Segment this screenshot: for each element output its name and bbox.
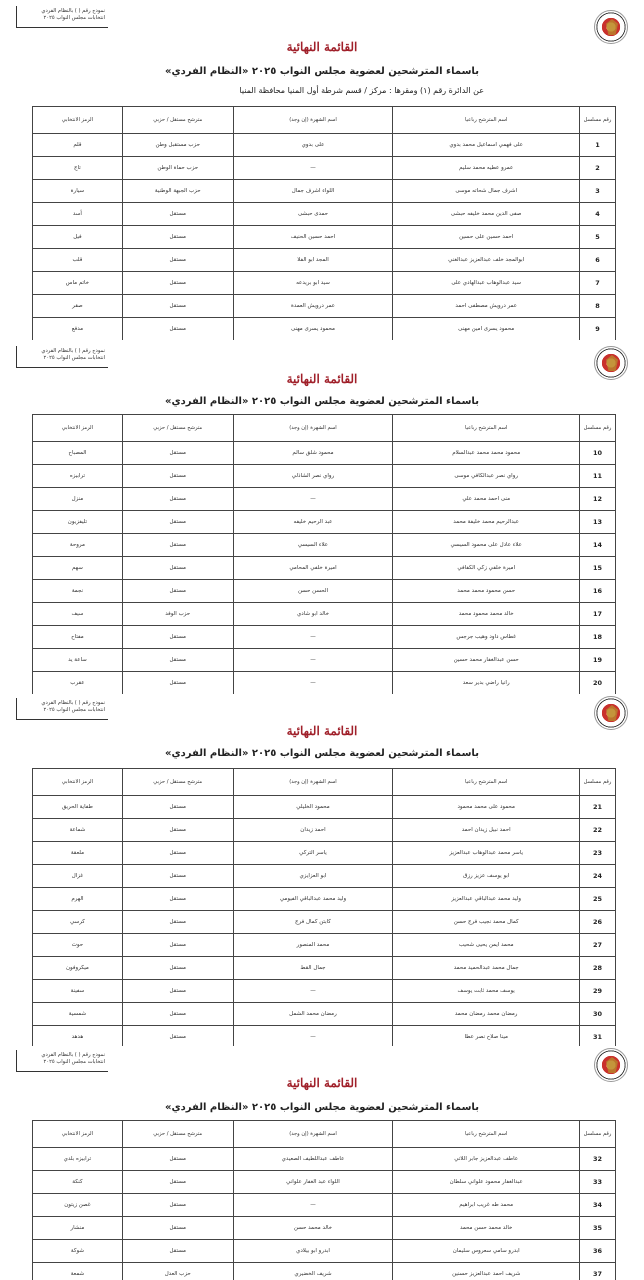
cell-num: 1 [580,134,616,157]
table-header-row [33,415,616,442]
cell-election-symbol: ترابيزه [33,465,123,488]
cell-candidate-type: مستقل [122,911,233,934]
cell-election-symbol: شماعة [33,819,123,842]
cell-candidate-type: مستقل [122,934,233,957]
table-row [33,672,616,695]
cell-election-symbol: خاتم ماس [33,272,123,295]
col-num-header: رقم مسلسل [580,1121,616,1148]
table-row [33,934,616,957]
col-num-header: رقم مسلسل [580,107,616,134]
cell-election-symbol: المصباح [33,442,123,465]
cell-election-symbol: نجمة [33,580,123,603]
cell-num: 34 [580,1194,616,1217]
cell-candidate-name: عمر درويش مصطفى احمد [393,295,580,318]
cell-candidate-type: مستقل [122,865,233,888]
candidates-table [32,768,616,1049]
table-row [33,226,616,249]
col-symbol-header: الرمز الانتخابي [33,107,123,134]
cell-election-symbol: حوت [33,934,123,957]
table-row [33,649,616,672]
form-number-text: نموذج رقم ( ) بالنظام الفردي [41,348,105,354]
page-title: القائمة النهائية [286,40,358,54]
cell-candidate-name: غطاس داود وهيب جرجس [393,626,580,649]
cell-candidate-type: مستقل [122,557,233,580]
col-fame-header: اسم الشهرة (إن وجد) [233,415,393,442]
cell-popular-name: — [233,1026,393,1049]
table-row [33,442,616,465]
table-row [33,911,616,934]
cell-num: 36 [580,1240,616,1263]
cell-popular-name: سيد ابو بريدعه [233,272,393,295]
cell-num: 15 [580,557,616,580]
cell-candidate-name: شريف احمد عبدالعزيز حسنين [393,1263,580,1280]
table-row [33,272,616,295]
cell-candidate-name: حسن محمود محمد محمد [393,580,580,603]
col-num-header: رقم مسلسل [580,769,616,796]
cell-candidate-type: حزب العدل [122,1263,233,1280]
cell-num: 17 [580,603,616,626]
cell-candidate-name: صفى الدين محمد خليفه حبشى [393,203,580,226]
document-page-2 [0,340,644,686]
page-title: القائمة النهائية [286,1076,358,1090]
col-fame-header: اسم الشهرة (إن وجد) [233,769,393,796]
cell-candidate-type: مستقل [122,672,233,695]
cell-popular-name: خالد ابو شادي [233,603,393,626]
cell-candidate-type: مستقل [122,511,233,534]
table-row [33,1240,616,1263]
cell-num: 33 [580,1171,616,1194]
form-number-box [16,1050,108,1072]
cell-election-symbol: مروحة [33,534,123,557]
cell-candidate-name: عبدالغفار محمود علواني سلطان [393,1171,580,1194]
cell-candidate-name: علاء عادل على محمود السيسي [393,534,580,557]
cell-num: 11 [580,465,616,488]
cell-candidate-name: رمضان محمد رمضان محمد [393,1003,580,1026]
table-row [33,865,616,888]
cell-candidate-type: مستقل [122,442,233,465]
cell-candidate-type: مستقل [122,888,233,911]
cell-num: 37 [580,1263,616,1280]
cell-popular-name: اللواء عبد الغفار علواني [233,1171,393,1194]
document-page-1 [0,0,644,340]
cell-candidate-name: ابوالمجد خلف عبدالعزيز عبدالغني [393,249,580,272]
cell-popular-name: رواي نصر الشاذلي [233,465,393,488]
cell-election-symbol: منزل [33,488,123,511]
col-symbol-header: الرمز الانتخابي [33,769,123,796]
table-row [33,580,616,603]
table-row [33,511,616,534]
cell-candidate-name: على فهمي اسماعيل محمد بدوي [393,134,580,157]
cell-num: 5 [580,226,616,249]
table-row [33,318,616,341]
cell-candidate-name: رواي نصر عبدالكافي موسى [393,465,580,488]
cell-num: 9 [580,318,616,341]
cell-candidate-name: ياسر محمد عبدالوهاب عبدالعزيز [393,842,580,865]
cell-candidate-name: ابو يوسف عزيز رزق [393,865,580,888]
col-type-header: مترشح مستقل / حزبي [122,107,233,134]
cell-popular-name: على بدوي [233,134,393,157]
cell-election-symbol: الهرم [33,888,123,911]
cell-num: 27 [580,934,616,957]
cell-popular-name: اميرة خلفي المحامي [233,557,393,580]
cell-popular-name: — [233,488,393,511]
col-name-header: اسم المترشح رباعيا [393,415,580,442]
cell-election-symbol: سيارة [33,180,123,203]
cell-candidate-name: كمال محمد نجيب فرج حسن [393,911,580,934]
cell-num: 13 [580,511,616,534]
cell-candidate-name: يوسف محمد ثابت يوسف [393,980,580,1003]
egypt-emblem-icon [594,10,628,44]
cell-num: 12 [580,488,616,511]
cell-candidate-type: حزب الوفد [122,603,233,626]
cell-popular-name: اللواء اشرف جمال [233,180,393,203]
table-row [33,980,616,1003]
cell-election-symbol: كرسي [33,911,123,934]
table-row [33,1148,616,1171]
cell-candidate-name: اشرف جمال شحاته موسى [393,180,580,203]
table-row [33,1171,616,1194]
table-row [33,465,616,488]
table-row [33,626,616,649]
cell-candidate-name: سيد عبدالوهاب عبدالهادي على [393,272,580,295]
cell-candidate-type: مستقل [122,1003,233,1026]
table-row [33,1194,616,1217]
cell-num: 22 [580,819,616,842]
cell-candidate-type: حزب مستقبل وطن [122,134,233,157]
cell-num: 10 [580,442,616,465]
col-type-header: مترشح مستقل / حزبي [122,415,233,442]
cell-popular-name: محمود شلق سالم [233,442,393,465]
cell-candidate-name: مينا صلاح نصر عطا [393,1026,580,1049]
cell-candidate-name: منى احمد محمد علي [393,488,580,511]
candidates-table [32,106,616,341]
cell-num: 20 [580,672,616,695]
cell-num: 2 [580,157,616,180]
cell-num: 21 [580,796,616,819]
form-number-text: نموذج رقم ( ) بالنظام الفردي [41,1052,105,1058]
cell-election-symbol: غصن زيتون [33,1194,123,1217]
cell-candidate-type: مستقل [122,295,233,318]
cell-election-symbol: منشار [33,1217,123,1240]
table-row [33,203,616,226]
cell-election-symbol: ملعقة [33,842,123,865]
cell-num: 24 [580,865,616,888]
table-row [33,180,616,203]
table-row [33,557,616,580]
cell-election-symbol: كنكة [33,1171,123,1194]
cell-popular-name: رمضان محمد الشمل [233,1003,393,1026]
candidates-table [32,414,616,695]
cell-popular-name: — [233,626,393,649]
cell-popular-name: ابو العزايزي [233,865,393,888]
page-subtitle: باسماء المترشحين لعضوية مجلس النواب ٢٠٢٥ «النظام الفردي» [165,396,479,407]
cell-candidate-type: مستقل [122,488,233,511]
page-subtitle: باسماء المترشحين لعضوية مجلس النواب ٢٠٢٥ «النظام الفردي» [165,1102,479,1113]
cell-popular-name: حمدى حبشى [233,203,393,226]
form-number-box [16,698,108,720]
cell-election-symbol: مدفع [33,318,123,341]
cell-popular-name: احمد زيدان [233,819,393,842]
page-subtitle: باسماء المترشحين لعضوية مجلس النواب ٢٠٢٥ «النظام الفردي» [165,748,479,759]
table-row [33,157,616,180]
form-number-box [16,346,108,368]
form-election-text: انتخابات مجلس النواب ٢٠٢٥ [43,707,105,713]
cell-candidate-type: مستقل [122,626,233,649]
cell-popular-name: — [233,980,393,1003]
col-symbol-header: الرمز الانتخابي [33,1121,123,1148]
cell-num: 16 [580,580,616,603]
cell-election-symbol: مفتاح [33,626,123,649]
cell-candidate-type: مستقل [122,842,233,865]
form-number-text: نموذج رقم ( ) بالنظام الفردي [41,8,105,14]
cell-candidate-name: ابدرو سامي سعروس سليمان [393,1240,580,1263]
cell-candidate-type: مستقل [122,796,233,819]
cell-candidate-type: مستقل [122,465,233,488]
cell-candidate-type: مستقل [122,580,233,603]
cell-election-symbol: فيل [33,226,123,249]
table-row [33,842,616,865]
page-title: القائمة النهائية [286,372,358,386]
cell-candidate-type: مستقل [122,980,233,1003]
cell-election-symbol: قلم [33,134,123,157]
cell-candidate-name: عمرو عطيه محمد سليم [393,157,580,180]
cell-election-symbol: شمسية [33,1003,123,1026]
cell-candidate-name: حسن عبدالغفار محمد حسين [393,649,580,672]
col-fame-header: اسم الشهرة (إن وجد) [233,107,393,134]
form-election-text: انتخابات مجلس النواب ٢٠٢٥ [43,1059,105,1065]
cell-candidate-type: مستقل [122,1148,233,1171]
cell-candidate-name: عاطف عبدالعزيز جابر اللاتي [393,1148,580,1171]
cell-popular-name: شريف الخضيري [233,1263,393,1280]
cell-election-symbol: أسد [33,203,123,226]
cell-popular-name: كابتن كمال فرج [233,911,393,934]
cell-candidate-type: حزب حماة الوطن [122,157,233,180]
cell-candidate-name: محمد طه غريب ابراهيم [393,1194,580,1217]
table-row [33,1263,616,1280]
cell-num: 28 [580,957,616,980]
table-row [33,796,616,819]
cell-candidate-type: مستقل [122,819,233,842]
cell-candidate-name: محمود محمد محمد عبدالسلام [393,442,580,465]
cell-candidate-name: احمد نبيل زيدان احمد [393,819,580,842]
table-header-row [33,107,616,134]
cell-election-symbol: ساعة يد [33,649,123,672]
cell-election-symbol: شمعة [33,1263,123,1280]
cell-election-symbol: طفاية الحريق [33,796,123,819]
cell-popular-name: علاء السيسي [233,534,393,557]
cell-candidate-name: محمود يسرى امين مهنى [393,318,580,341]
cell-num: 18 [580,626,616,649]
cell-popular-name: ياسر التركي [233,842,393,865]
cell-candidate-type: مستقل [122,226,233,249]
cell-num: 7 [580,272,616,295]
cell-election-symbol: صقر [33,295,123,318]
cell-election-symbol: سفينة [33,980,123,1003]
col-fame-header: اسم الشهرة (إن وجد) [233,1121,393,1148]
col-name-header: اسم المترشح رباعيا [393,1121,580,1148]
cell-election-symbol: ترابيزه بلدي [33,1148,123,1171]
table-row [33,295,616,318]
cell-candidate-type: مستقل [122,1217,233,1240]
district-line: عن الدائرة رقم (١) ومقرها : مركز / قسم شرطة أول المنيا محافظة المنيا [239,86,484,95]
table-row [33,534,616,557]
form-number-box [16,6,108,28]
cell-num: 8 [580,295,616,318]
cell-candidate-name: خالد محمد حسن محمد [393,1217,580,1240]
cell-num: 6 [580,249,616,272]
cell-popular-name: جمال القط [233,957,393,980]
col-name-header: اسم المترشح رباعيا [393,769,580,796]
cell-candidate-name: وليد محمد عبدالباقي عبدالعزيز [393,888,580,911]
cell-num: 32 [580,1148,616,1171]
cell-num: 29 [580,980,616,1003]
cell-popular-name: عبد الرحيم خليفه [233,511,393,534]
table-row [33,603,616,626]
col-type-header: مترشح مستقل / حزبي [122,769,233,796]
form-number-text: نموذج رقم ( ) بالنظام الفردي [41,700,105,706]
table-header-row [33,769,616,796]
col-num-header: رقم مسلسل [580,415,616,442]
table-row [33,488,616,511]
cell-num: 35 [580,1217,616,1240]
cell-election-symbol: عقرب [33,672,123,695]
cell-candidate-type: مستقل [122,1194,233,1217]
cell-candidate-type: مستقل [122,203,233,226]
cell-election-symbol: ميكروفون [33,957,123,980]
cell-num: 25 [580,888,616,911]
document-page-3 [0,694,644,1040]
cell-candidate-name: اميرة خلفي زكي الكفافي [393,557,580,580]
table-row [33,888,616,911]
cell-candidate-type: مستقل [122,318,233,341]
col-type-header: مترشح مستقل / حزبي [122,1121,233,1148]
cell-popular-name: عمر درويش العمدة [233,295,393,318]
page-subtitle: باسماء المترشحين لعضوية مجلس النواب ٢٠٢٥ «النظام الفردي» [165,66,479,77]
cell-candidate-type: مستقل [122,1171,233,1194]
cell-num: 4 [580,203,616,226]
cell-election-symbol: غزال [33,865,123,888]
document-page-4 [0,1046,644,1280]
cell-candidate-type: مستقل [122,249,233,272]
cell-election-symbol: هدهد [33,1026,123,1049]
cell-popular-name: — [233,672,393,695]
table-header-row [33,1121,616,1148]
cell-candidate-type: مستقل [122,1026,233,1049]
cell-candidate-name: محمود على محمد محمود [393,796,580,819]
cell-num: 3 [580,180,616,203]
cell-popular-name: — [233,649,393,672]
cell-candidate-type: حزب الجبهة الوطنية [122,180,233,203]
cell-popular-name: محمد المنصور [233,934,393,957]
cell-popular-name: — [233,157,393,180]
cell-popular-name: احمد حسين الحنيف [233,226,393,249]
cell-election-symbol: سهم [33,557,123,580]
cell-popular-name: عاطف عبداللطيف الصعيدي [233,1148,393,1171]
cell-num: 23 [580,842,616,865]
cell-election-symbol: تليفزيون [33,511,123,534]
table-row [33,134,616,157]
page-title: القائمة النهائية [286,724,358,738]
cell-election-symbol: تاج [33,157,123,180]
cell-candidate-type: مستقل [122,534,233,557]
cell-popular-name: المجد ابو الفلا [233,249,393,272]
cell-num: 14 [580,534,616,557]
table-row [33,1217,616,1240]
cell-num: 26 [580,911,616,934]
table-row [33,249,616,272]
cell-popular-name: محمود يسرى مهنى [233,318,393,341]
candidates-table [32,1120,616,1280]
table-row [33,1003,616,1026]
cell-candidate-type: مستقل [122,957,233,980]
cell-candidate-type: مستقل [122,649,233,672]
table-row [33,957,616,980]
cell-candidate-name: احمد حسين على حسين [393,226,580,249]
cell-candidate-name: عبدالرحيم محمد خليفة محمد [393,511,580,534]
cell-candidate-name: محمد ايمن يحيى شحيب [393,934,580,957]
cell-num: 31 [580,1026,616,1049]
cell-candidate-name: خالد محمد محمود محمد [393,603,580,626]
cell-election-symbol: شوكة [33,1240,123,1263]
cell-num: 19 [580,649,616,672]
cell-num: 30 [580,1003,616,1026]
cell-election-symbol: قلب [33,249,123,272]
cell-candidate-name: جمال محمد عبدالحميد محمد [393,957,580,980]
cell-popular-name: خالد محمد حسن [233,1217,393,1240]
form-election-text: انتخابات مجلس النواب ٢٠٢٥ [43,355,105,361]
cell-election-symbol: سيف [33,603,123,626]
cell-candidate-type: مستقل [122,272,233,295]
cell-popular-name: محمود الخليلي [233,796,393,819]
form-election-text: انتخابات مجلس النواب ٢٠٢٥ [43,15,105,21]
cell-popular-name: — [233,1194,393,1217]
cell-popular-name: الحسن حسن [233,580,393,603]
col-symbol-header: الرمز الانتخابي [33,415,123,442]
cell-popular-name: ابدرو ابو بيلادي [233,1240,393,1263]
cell-popular-name: وليد محمد عبدالباقي الفيومي [233,888,393,911]
table-row [33,819,616,842]
cell-candidate-name: رانيا راضي بدير سعد [393,672,580,695]
col-name-header: اسم المترشح رباعيا [393,107,580,134]
cell-candidate-type: مستقل [122,1240,233,1263]
